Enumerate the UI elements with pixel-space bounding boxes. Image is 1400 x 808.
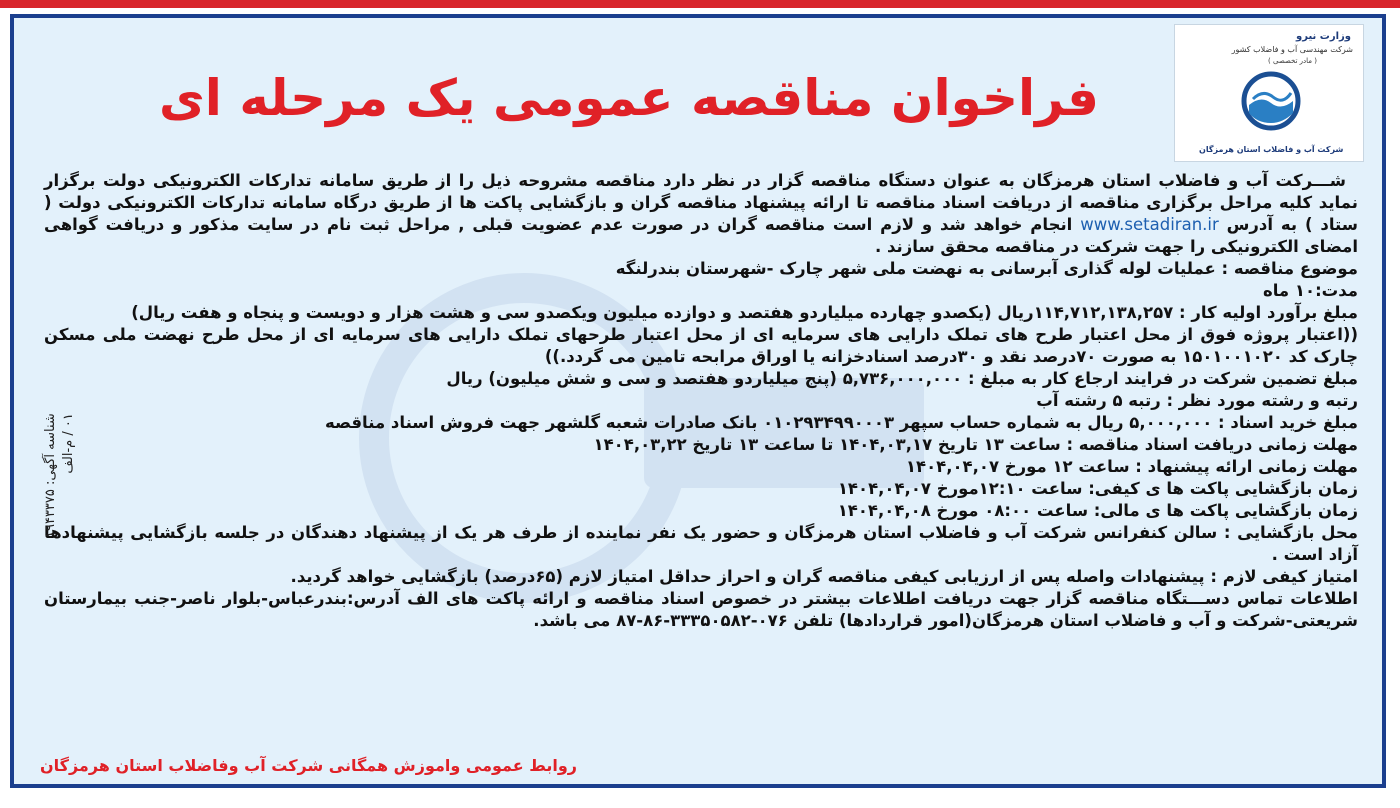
ad-identifier: [42, 413, 78, 538]
logo-company-line: شرکت مهندسی آب و فاضلاب کشور: [1231, 45, 1353, 54]
duration-line: مدت:۱۰ ماه: [1263, 281, 1358, 300]
announcement-body: [44, 170, 1358, 632]
setadiran-link[interactable]: www.setadiran.ir: [1080, 215, 1219, 234]
guarantee-line: مبلغ تضمین شرکت در فرایند ارجاع کار به مبلغ : ۵,۷۳۶,۰۰۰,۰۰۰ (پنج میلیاردو هفتصد و سی و شش میلیون) ریال: [446, 369, 1358, 388]
subject-line: موضوع مناقصه : عملیات لوله گذاری آبرسانی به نهضت ملی شهر چارک -شهرستان بندرلنگه: [615, 259, 1358, 278]
ad-identifier-number: شناسه آگهی: ۱۹۴۳۳۷۵: [43, 413, 58, 538]
financial-opening-line: زمان بازگشایی پاکت ها ی مالی: ساعت ۰۸:۰۰ مورخ ۱۴۰۴,۰۴,۰۸: [837, 501, 1358, 520]
water-drop-logo-icon: [1239, 69, 1303, 133]
company-logo: [1174, 24, 1364, 162]
estimate-line: مبلغ برآورد اولیه کار : ۱۱۴,۷۱۲,۱۳۸,۲۵۷ریال (یکصدو چهارده میلیاردو هفتصد و دوازده میلیون ویکصدو سی و هشت هزار و دویست و پنجاه و هفت ریال): [131, 303, 1358, 322]
bid-deadline-line: مهلت زمانی ارائه پیشنهاد : ساعت ۱۲ مورخ ۱۴۰۴,۰۴,۰۷: [905, 457, 1358, 476]
logo-ministry: وزارت نیرو: [1296, 31, 1351, 42]
opening-place-line: محل بازگشایی : سالن کنفرانس شرکت آب و فاضلاب استان هرمزگان و حضور یک نفر نماینده از طرف هر یک از پیشنهاد دهندگان در جلسه بازگشایی پیشنهادها آزاد است .: [44, 523, 1358, 564]
quality-opening-line: زمان بازگشایی پاکت ها ی کیفی: ساعت ۱۲:۱۰مورخ ۱۴۰۴,۰۴,۰۷: [837, 479, 1358, 498]
ad-identifier-code: ۰۱ / م-الف: [61, 413, 76, 474]
doc-price-line: مبلغ خرید اسناد : ۵,۰۰۰,۰۰۰ ریال به شماره حساب سپهر ۰۱۰۲۹۳۴۹۹۰۰۰۳ بانک صادرات شعبه گلشهر جهت فروش اسناد مناقصه: [324, 413, 1358, 432]
top-red-bar: [0, 0, 1400, 8]
logo-caption: شرکت آب و فاضلاب استان هرمزگان: [1199, 145, 1344, 154]
announcement-frame: [10, 14, 1386, 788]
page-title: فراخوان مناقصه عمومی یک مرحله ای: [158, 69, 1099, 127]
doc-deadline-line: مهلت زمانی دریافت اسناد مناقصه : ساعت ۱۳ تاریخ ۱۴۰۴,۰۳,۱۷ تا ساعت ۱۳ تاریخ ۱۴۰۴,۰۳,۲۲: [593, 435, 1358, 454]
grade-line: رتبه و رشته مورد نظر : رتبه ۵ رشته آب: [1036, 391, 1358, 410]
logo-company-note: ( مادر تخصصی ): [1268, 57, 1317, 65]
intro-text-1: شـــرکت آب و فاضلاب استان هرمزگان به عنوان دستگاه مناقصه گزار در نظر دارد مناقصه مشروحه ذیل را از طریق سامانه تدارکات الکترونیکی دولت برگزار نماید کلیه مراحل برگزاری مناقصه از دریافت اسناد مناقصه تا ارائه پیشنهاد مناقصه گران و بازگشایی پاکت ها از طریق درگاه سامانه تدارکات الکترونیکی دولت ( ستاد ) به آدرس: [44, 171, 1358, 234]
quality-score-line: امتیاز کیفی لازم : پیشنهادات واصله پس از ارزیابی کیفی مناقصه گران و احراز حداقل امتیاز لازم (۶۵درصد) بازگشایی خواهد گردید.: [290, 567, 1358, 586]
contact-line: اطلاعات تماس دســـتگاه مناقصه گزار جهت دریافت اطلاعات بیشتر در خصوص اسناد مناقصه و ارائه پاکت های الف آدرس:بندرعباس-بلوار ناصر-جنب بیمارستان شریعتی-شرکت و آب و فاضلاب استان هرمزگان(امور قراردادها) تلفن ۰۷۶-۳۳۳۵۰۵۸۲-۸۶-۸۷ می باشد.: [44, 589, 1358, 630]
funding-line: ((اعتبار پروژه فوق از محل اعتبار طرح های تملک دارایی های سرمایه ای از محل اعتبار طرحهای تملک دارایی های سرمایه ای از محل طرح نهضت ملی مسکن چارک کد ۱۵۰۱۰۰۱۰۲۰ به صورت ۷۰درصد نقد و ۳۰درصد اسنادخزانه یا اوراق مرابحه تامین می گردد.)): [44, 325, 1358, 366]
public-relations-signature: روابط عمومی واموزش همگانی شرکت آب وفاضلاب استان هرمزگان: [40, 756, 578, 775]
intro-paragraph: [44, 170, 1358, 258]
intro-text-2: انجام خواهد شد و لازم است مناقصه گران در صورت عدم عضویت قبلی , مراحل ثبت نام در سایت مذکور و دریافت گواهی امضای الکترونیکی را جهت شرکت در مناقصه محقق سازند .: [44, 215, 1358, 256]
